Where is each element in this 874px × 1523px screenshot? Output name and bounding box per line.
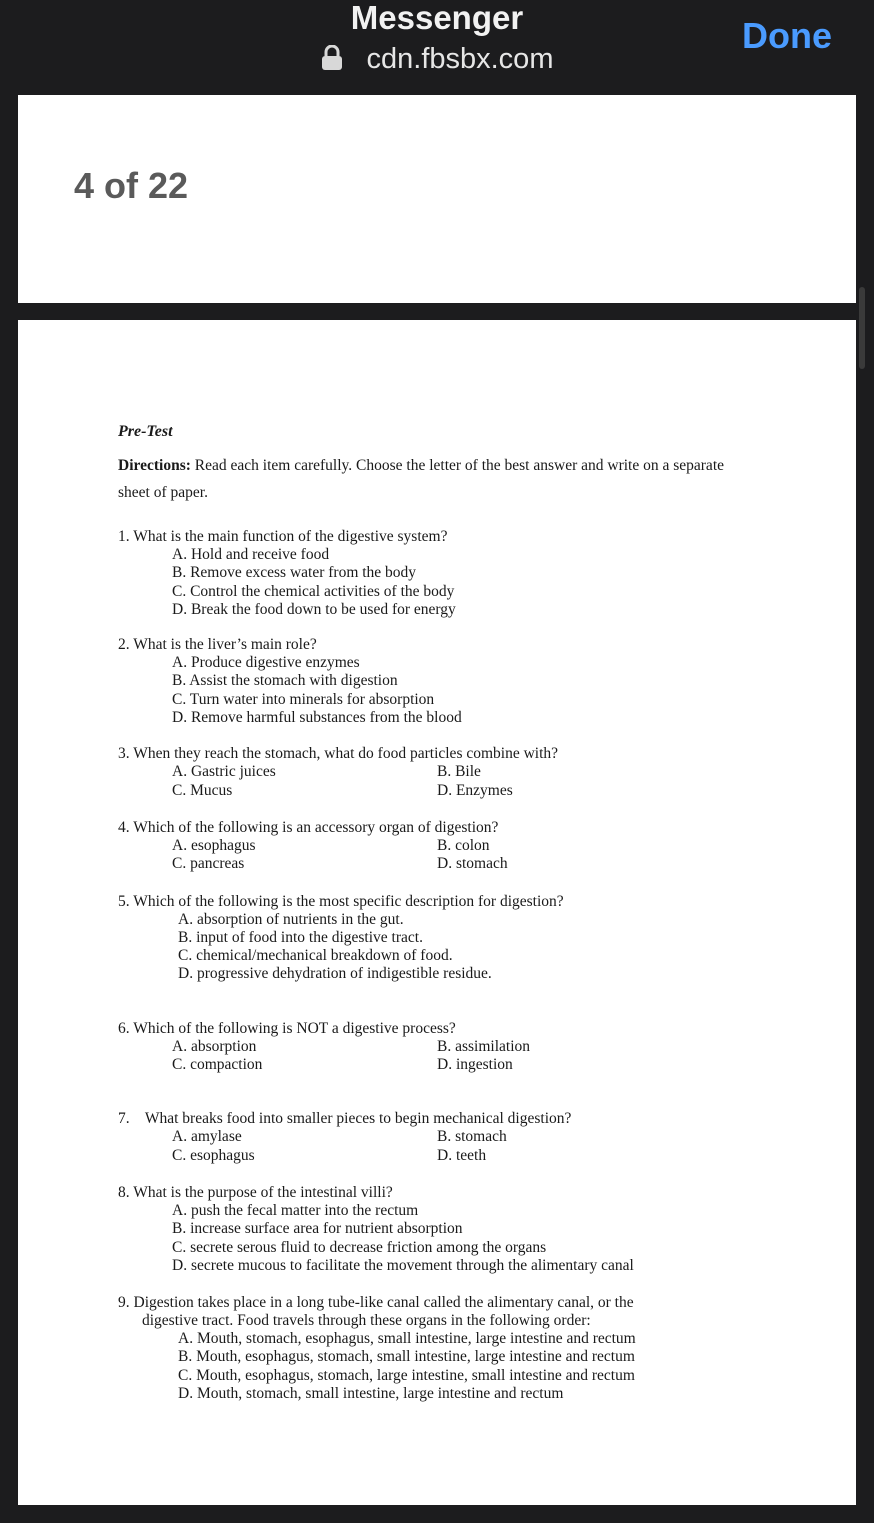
- question-text-continued: digestive tract. Food travels through these organs in the following order:: [142, 1312, 591, 1330]
- option: C. compaction: [172, 1056, 263, 1074]
- question-7: [118, 1110, 818, 1165]
- option: D. secrete mucous to facilitate the movement through the alimentary canal: [172, 1256, 634, 1274]
- lock-icon: [321, 45, 343, 71]
- question-text: 9. Digestion takes place in a long tube-like canal called the alimentary canal, or the: [118, 1294, 634, 1312]
- question-9: [118, 1294, 818, 1403]
- question-4: [118, 819, 818, 874]
- question-2: [118, 636, 818, 727]
- document-page-previous: [18, 95, 856, 303]
- option: C. esophagus: [172, 1146, 255, 1164]
- question-text: 6. Which of the following is NOT a digestive process?: [118, 1019, 456, 1037]
- option: D. Remove harmful substances from the blood: [172, 709, 462, 727]
- option: A. push the fecal matter into the rectum: [172, 1201, 419, 1219]
- option: C. chemical/mechanical breakdown of food.: [178, 947, 453, 965]
- option: D. teeth: [437, 1146, 487, 1164]
- scrollbar-thumb[interactable]: [859, 287, 865, 369]
- option: D. Break the food down to be used for energy: [172, 600, 456, 618]
- question-1: [118, 528, 818, 619]
- option: D. progressive dehydration of indigestible residue.: [178, 965, 492, 983]
- option: A. Mouth, stomach, esophagus, small intestine, large intestine and rectum: [178, 1330, 636, 1348]
- pretest-title: Pre-Test: [118, 423, 173, 440]
- option: B. increase surface area for nutrient absorption: [172, 1220, 463, 1238]
- question-text: 2. What is the liver’s main role?: [118, 636, 317, 654]
- option: B. Remove excess water from the body: [172, 564, 417, 582]
- app-title: Messenger: [350, 0, 524, 36]
- option: A. Hold and receive food: [172, 546, 330, 563]
- question-3: [118, 745, 818, 800]
- option: B. Bile: [437, 763, 481, 781]
- option: D. ingestion: [437, 1056, 513, 1074]
- option: C. Turn water into minerals for absorption: [172, 690, 435, 708]
- option: A. esophagus: [172, 836, 256, 854]
- option: D. Mouth, stomach, small intestine, large intestine and rectum: [178, 1385, 564, 1403]
- document-content: [118, 422, 818, 1403]
- question-5: [118, 893, 818, 984]
- option: C. Mouth, esophagus, stomach, large intestine, small intestine and rectum: [178, 1366, 635, 1384]
- page-counter: 4 of 22: [74, 165, 189, 206]
- question-8: [118, 1184, 818, 1275]
- option: B. stomach: [437, 1128, 507, 1146]
- option: A. absorption of nutrients in the gut.: [178, 910, 404, 928]
- directions-label: Directions:: [118, 457, 191, 474]
- option: A. Produce digestive enzymes: [172, 654, 360, 672]
- document-page-current: [18, 320, 856, 1505]
- option: D. Enzymes: [437, 781, 513, 799]
- option: C. Control the chemical activities of the body: [172, 582, 455, 600]
- question-text: 3. When they reach the stomach, what do food particles combine with?: [118, 745, 559, 763]
- option: D. stomach: [437, 855, 508, 873]
- option: B. assimilation: [437, 1037, 530, 1055]
- option: B. Assist the stomach with digestion: [172, 672, 398, 690]
- option: A. amylase: [172, 1128, 242, 1146]
- option: C. Mucus: [172, 781, 233, 799]
- done-button[interactable]: Done: [742, 15, 832, 56]
- question-text: 8. What is the purpose of the intestinal villi?: [118, 1183, 393, 1201]
- directions-text: Read each item carefully. Choose the letter of the best answer and write on a separate sheet of paper.: [118, 457, 724, 501]
- option: B. Mouth, esophagus, stomach, small intestine, large intestine and rectum: [178, 1348, 635, 1366]
- option: B. input of food into the digestive tract.: [178, 928, 423, 946]
- option: C. pancreas: [172, 855, 245, 873]
- option: A. Gastric juices: [172, 763, 276, 781]
- question-text: 1. What is the main function of the digestive system?: [118, 528, 448, 545]
- domain-text: cdn.fbsbx.com: [366, 43, 554, 75]
- option: B. colon: [437, 836, 490, 854]
- option: C. secrete serous fluid to decrease friction among the organs: [172, 1238, 547, 1256]
- question-6: [118, 1020, 818, 1075]
- option: A. absorption: [172, 1037, 257, 1055]
- question-text: 7. What breaks food into smaller pieces to begin mechanical digestion?: [118, 1110, 572, 1128]
- directions: [118, 452, 728, 506]
- question-text: 4. Which of the following is an accessory organ of digestion?: [118, 818, 499, 836]
- browser-header: [0, 0, 874, 94]
- question-text: 5. Which of the following is the most specific description for digestion?: [118, 892, 564, 910]
